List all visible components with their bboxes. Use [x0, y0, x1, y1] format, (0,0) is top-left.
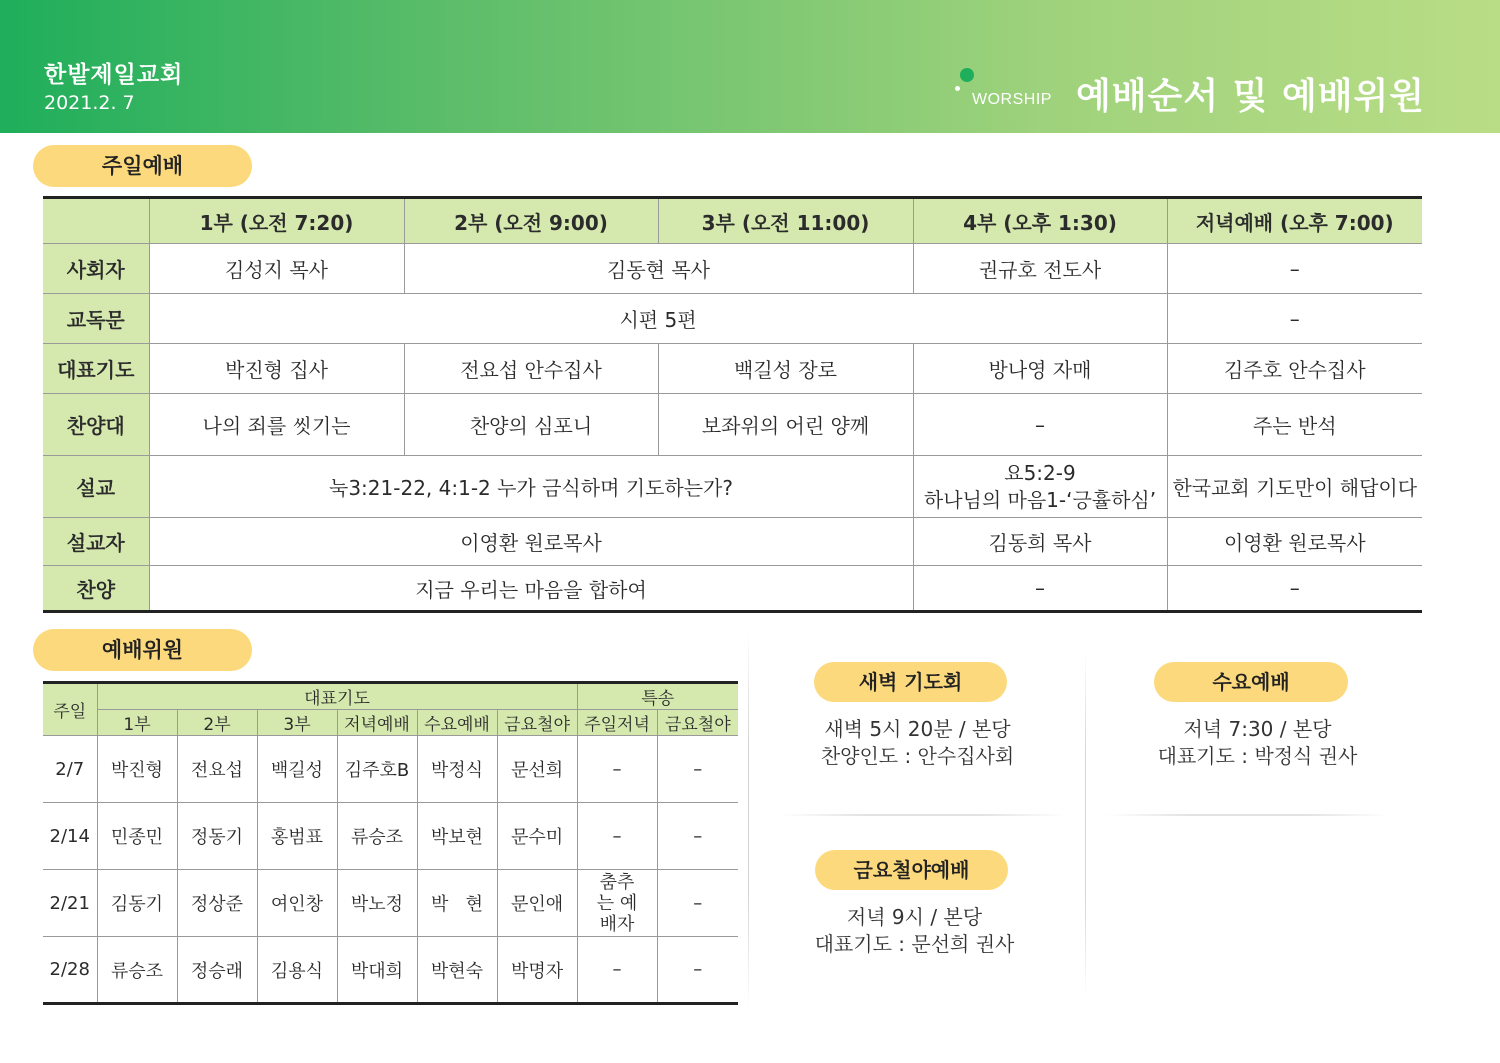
subcolumn-header: 2부: [177, 710, 257, 736]
week-date: 2/7: [43, 736, 97, 803]
table-cell: 주는 반석: [1167, 394, 1422, 456]
table-cell: –: [657, 937, 738, 1004]
row-label: 설교: [43, 456, 149, 518]
column-header: 1부 (오전 7:20): [149, 198, 404, 244]
wednesday-time: 저녁 7:30 / 본당: [1183, 717, 1332, 741]
table-cell: 류승조: [337, 803, 417, 870]
table-cell: [913, 456, 1167, 518]
table-cell: –: [913, 394, 1167, 456]
dawn-leader: 찬양인도 : 안수집사회: [820, 744, 1015, 768]
column-divider: [1085, 650, 1086, 1000]
table-cell: 박명자: [497, 937, 577, 1004]
table-cell: 박대희: [337, 937, 417, 1004]
subcolumn-header: 저녁예배: [337, 710, 417, 736]
worship-staff-table: [43, 681, 738, 1005]
table-cell: 박 현: [417, 870, 497, 937]
staff-header-row: [43, 683, 738, 710]
wednesday-prayer: 대표기도 : 박정식 권사: [1157, 744, 1358, 768]
section-title-sunday: 주일예배: [33, 145, 252, 187]
subcolumn-header: 1부: [97, 710, 177, 736]
row-label: 대표기도: [43, 344, 149, 394]
table-cell: 문선희: [497, 736, 577, 803]
table-cell: 문수미: [497, 803, 577, 870]
week-date: 2/28: [43, 937, 97, 1004]
table-cell: 찬양의 심포니: [404, 394, 658, 456]
table-cell: 백길성: [257, 736, 337, 803]
table-cell: 백길성 장로: [658, 344, 913, 394]
table-cell: 문인애: [497, 870, 577, 937]
table-cell: –: [577, 937, 657, 1004]
table-cell: 정동기: [177, 803, 257, 870]
table-header-row: [43, 198, 1422, 244]
column-header: 저녁예배 (오후 7:00): [1167, 198, 1422, 244]
church-name: 한밭제일교회: [44, 62, 184, 88]
table-row: [43, 870, 738, 937]
sunday-worship-table: [43, 196, 1422, 613]
week-date: 2/21: [43, 870, 97, 937]
table-cell: –: [913, 566, 1167, 612]
table-cell: 김동기: [97, 870, 177, 937]
table-row: [43, 394, 1422, 456]
table-cell: 전요섭 안수집사: [404, 344, 658, 394]
table-cell: –: [657, 736, 738, 803]
dawn-prayer-info: [780, 716, 1055, 770]
table-cell: 보좌위의 어린 양께: [658, 394, 913, 456]
table-cell: 홍범표: [257, 803, 337, 870]
page-title: 예배순서 및 예배위원: [1076, 76, 1426, 117]
table-cell: 박보현: [417, 803, 497, 870]
column-header: 4부 (오후 1:30): [913, 198, 1167, 244]
row-label: 설교자: [43, 518, 149, 566]
table-cell: 류승조: [97, 937, 177, 1004]
worship-dot-icon: [960, 68, 974, 82]
table-cell: 박현숙: [417, 937, 497, 1004]
table-row: [43, 803, 738, 870]
column-divider: [748, 630, 749, 1010]
staff-subheader-row: [43, 710, 738, 736]
table-cell: 정상준: [177, 870, 257, 937]
sermon-title: 하나님의 마음1-‘긍휼하심’: [923, 487, 1157, 512]
table-cell: 한국교회 기도만이 해답이다: [1167, 456, 1422, 518]
friday-vigil-title: 금요철야예배: [815, 850, 1008, 890]
table-cell: 권규호 전도사: [913, 244, 1167, 294]
bulletin-date: 2021.2. 7: [44, 92, 135, 114]
friday-prayer: 대표기도 : 문선희 권사: [814, 932, 1015, 956]
table-cell: 방나영 자매: [913, 344, 1167, 394]
row-label: 교독문: [43, 294, 149, 344]
table-cell: 정승래: [177, 937, 257, 1004]
header-corner: [43, 198, 149, 244]
table-row: [43, 294, 1422, 344]
table-cell: 춤추는 예배자: [577, 870, 657, 937]
table-cell: 시편 5편: [149, 294, 1167, 344]
dawn-prayer-title: 새벽 기도회: [814, 662, 1007, 702]
table-cell: 여인창: [257, 870, 337, 937]
wednesday-worship-title: 수요예배: [1154, 662, 1348, 702]
subcolumn-header: 3부: [257, 710, 337, 736]
prayer-group-header: 대표기도: [97, 683, 577, 710]
table-cell: 박진형: [97, 736, 177, 803]
table-cell: 김성지 목사: [149, 244, 404, 294]
table-cell: –: [657, 803, 738, 870]
special-song-group-header: 특송: [577, 683, 738, 710]
friday-time: 저녁 9시 / 본당: [846, 905, 983, 929]
table-row: [43, 566, 1422, 612]
row-label: 찬양대: [43, 394, 149, 456]
subcolumn-header: 주일저녁: [577, 710, 657, 736]
column-header: 3부 (오전 11:00): [658, 198, 913, 244]
table-cell: –: [577, 803, 657, 870]
sermon-passage: 요5:2-9: [1004, 460, 1076, 485]
table-row: [43, 937, 738, 1004]
table-cell: 나의 죄를 씻기는: [149, 394, 404, 456]
header-banner: [0, 0, 1500, 133]
worship-small-dot-icon: [955, 86, 960, 91]
row-divider: [780, 814, 1065, 816]
table-cell: 김용식: [257, 937, 337, 1004]
table-cell: 박노정: [337, 870, 417, 937]
table-cell: –: [1167, 244, 1422, 294]
table-cell: 전요섭: [177, 736, 257, 803]
table-cell: 민종민: [97, 803, 177, 870]
subcolumn-header: 금요철야: [497, 710, 577, 736]
row-label: 찬양: [43, 566, 149, 612]
table-cell: –: [577, 736, 657, 803]
subcolumn-header: 수요예배: [417, 710, 497, 736]
table-cell: 박진형 집사: [149, 344, 404, 394]
subcolumn-header: 금요철야: [657, 710, 738, 736]
dawn-time: 새벽 5시 20분 / 본당: [824, 717, 1011, 741]
week-date: 2/14: [43, 803, 97, 870]
worship-label: WORSHIP: [972, 91, 1052, 108]
row-divider: [1105, 814, 1390, 816]
table-cell: 눅3:21-22, 4:1-2 누가 금식하며 기도하는가?: [149, 456, 913, 518]
table-cell: 김동희 목사: [913, 518, 1167, 566]
column-header: 2부 (오전 9:00): [404, 198, 658, 244]
table-row: [43, 344, 1422, 394]
table-row: [43, 456, 1422, 518]
table-cell: –: [657, 870, 738, 937]
table-cell: –: [1167, 294, 1422, 344]
row-label: 사회자: [43, 244, 149, 294]
table-cell: 이영환 원로목사: [1167, 518, 1422, 566]
table-cell: 이영환 원로목사: [149, 518, 913, 566]
section-title-staff: 예배위원: [33, 629, 252, 671]
table-cell: 박정식: [417, 736, 497, 803]
week-header: 주일: [43, 683, 97, 736]
wednesday-worship-info: [1120, 716, 1395, 770]
table-row: [43, 736, 738, 803]
table-cell: 지금 우리는 마음을 합하여: [149, 566, 913, 612]
table-cell: –: [1167, 566, 1422, 612]
table-row: [43, 244, 1422, 294]
table-cell: 김주호 안수집사: [1167, 344, 1422, 394]
table-cell: 김주호B: [337, 736, 417, 803]
friday-vigil-info: [777, 904, 1052, 958]
table-row: [43, 518, 1422, 566]
table-cell: 김동현 목사: [404, 244, 913, 294]
